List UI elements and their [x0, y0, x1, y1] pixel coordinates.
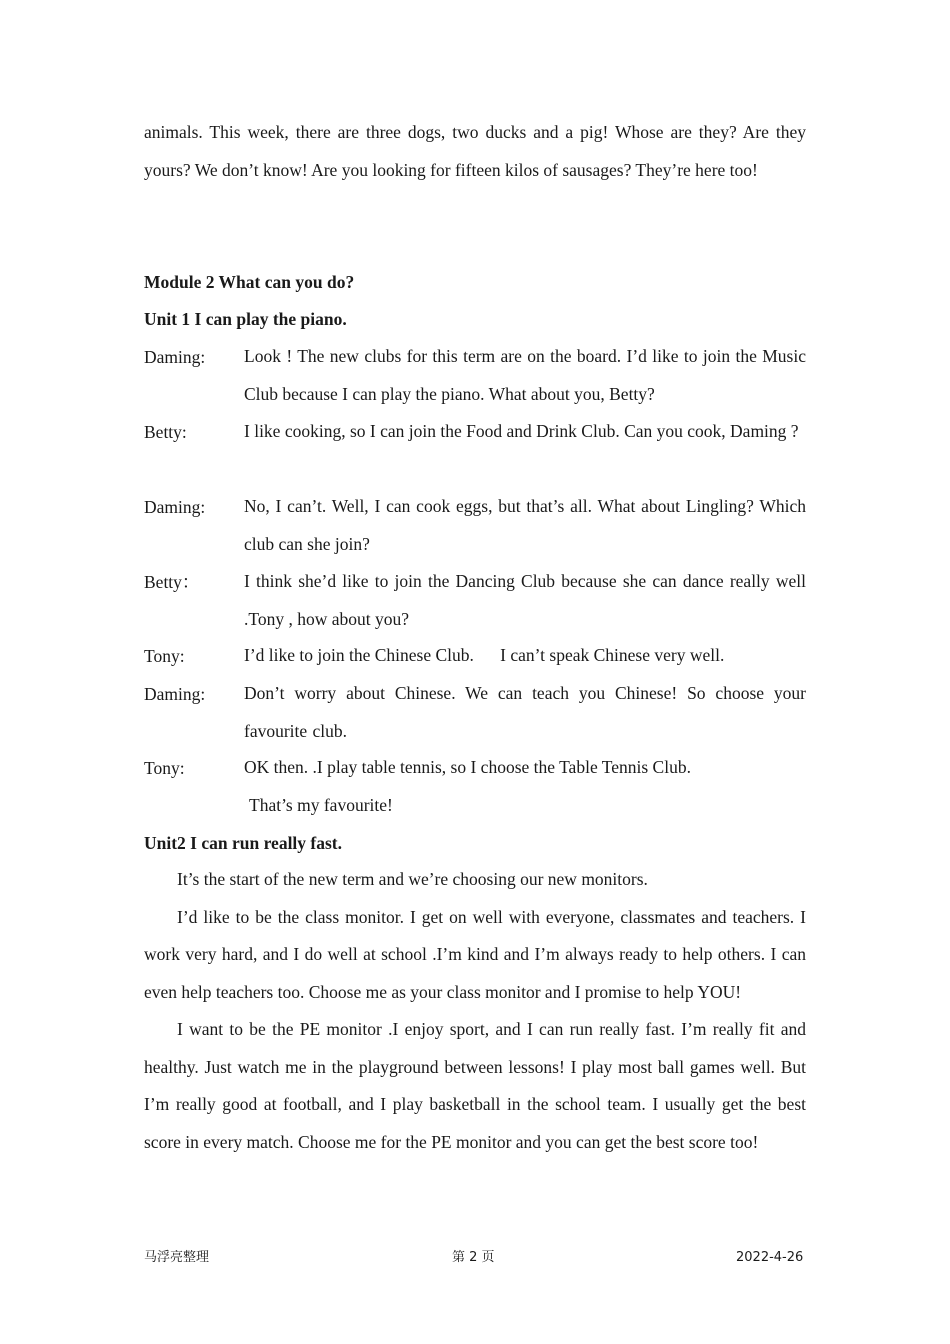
speaker-label: Tony:	[144, 758, 185, 778]
unit2-body	[144, 861, 806, 1161]
intro-paragraph: animals. This week, there are three dogs, two ducks and a pig! Whose are they? Are they yours? We don’t know! Are you looking for fifteen kilos of sausages? They’re here too!	[144, 122, 806, 180]
footer-page-number: 第 2 页	[452, 1250, 495, 1265]
unit2-paragraph: It’s the start of the new term and we’re choosing our new monitors.	[177, 869, 648, 889]
footer-author: 马浮亮整理	[144, 1250, 210, 1265]
speech-continuation: That’s my favourite!	[249, 795, 393, 815]
speaker-label: Tony:	[144, 646, 185, 666]
unit2-title: Unit2 I can run really fast.	[144, 833, 343, 853]
unit2-paragraph: I’d like to be the class monitor. I get on well with everyone, classmates and teachers. I work very hard, and I do well at school .I’m kind and I’m always ready to help others. I can even help teachers too. Choose me as your class monitor and I promise to help YOU!	[144, 906, 806, 1002]
speaker-label: Daming:	[144, 347, 206, 367]
intro-block	[144, 114, 806, 189]
speaker-label: Daming:	[144, 684, 206, 704]
speech-text: Don’t worry about Chinese. We can teach you Chinese! So choose your favourite club.	[244, 683, 806, 741]
speech-text: No, I can’t. Well, I can cook eggs, but that’s all. What about Lingling? Which club can she join?	[244, 496, 806, 554]
speech-text: I think she’d like to join the Dancing Club because she can dance really well .Tony , how about you?	[244, 571, 806, 629]
speech-text: I’d like to join the Chinese Club. I can’t speak Chinese very well.	[244, 645, 725, 665]
speaker-label: Betty：	[144, 572, 200, 592]
speech-text: OK then. .I play table tennis, so I choose the Table Tennis Club.	[244, 757, 691, 777]
speaker-label: Daming:	[144, 497, 206, 517]
speech-text: I like cooking, so I can join the Food and Drink Club. Can you cook, Daming ?	[244, 421, 799, 441]
unit1-title: Unit 1 I can play the piano.	[144, 309, 347, 329]
module-title: Module 2 What can you do?	[144, 272, 355, 292]
footer-date: 2022-4-26	[736, 1250, 804, 1265]
speech-text: Look ! The new clubs for this term are on the board. I’d like to join the Music Club because I can play the piano. What about you, Betty?	[244, 346, 806, 404]
unit2-paragraph: I want to be the PE monitor .I enjoy sport, and I can run really fast. I’m really fit and healthy. Just watch me in the playground between lessons! I play most ball games well. But I’m really good at football, and I play basketball in the school team. I usually get the best score in every match. Choose me for the PE monitor and you can get the best score too!	[144, 1019, 806, 1152]
speaker-label: Betty:	[144, 422, 187, 442]
